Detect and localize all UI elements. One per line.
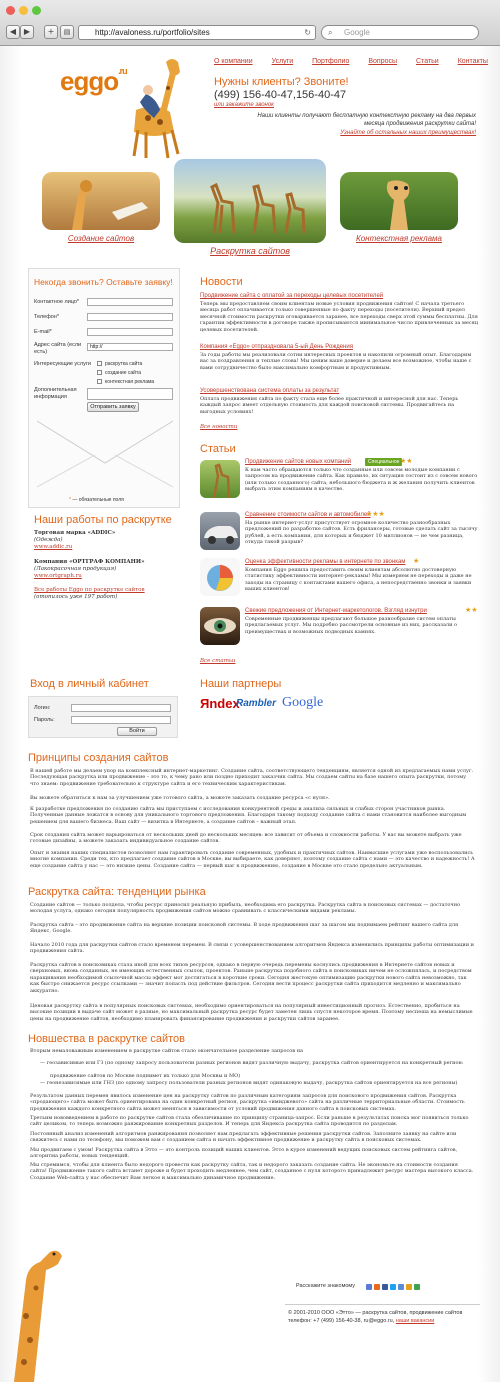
article-thumb[interactable] (200, 558, 240, 596)
article-text: Современные продвиженцы предлагают большое разнообразие систем оплаты предлагаемых услуг. Мы подробно рассмотрели основные из них, рассказали о преимуществах и возможных подводных камнях. (245, 616, 458, 635)
header-headline: Нужны клиенты? Звоните! (214, 76, 349, 88)
search-icon: ⌕ (328, 28, 333, 37)
car-icon (200, 512, 240, 550)
portfolio-item-link[interactable]: www.addic.ru (34, 544, 73, 550)
browser-chrome (0, 0, 500, 46)
login-button[interactable]: Войти (117, 727, 157, 736)
form-label-email: E-mail* (34, 329, 52, 335)
footer-contact (288, 1318, 434, 1324)
principles-paragraph: Вы можете обратиться к нам за улучшением уже готового сайта, а можете заказать создание ресурса «с нуля». (30, 795, 330, 801)
nav-about[interactable]: О компании (214, 58, 253, 65)
novelties-bullet: — геозависимые или ГЗ (по одному запросу пользователи разных регионов видят различную выдачу, раскрутка сайтов ориентируется на конкретный регион: (40, 1060, 464, 1066)
share-icon[interactable] (390, 1284, 396, 1290)
news-item-title[interactable]: Усовершенствована система оплаты за результат (200, 388, 340, 394)
service-checkbox-context[interactable] (97, 379, 102, 384)
reload-icon[interactable]: ↻ (304, 28, 311, 37)
share-icon[interactable] (398, 1284, 404, 1290)
footer-contact-text: телефон: +7 (499) 156-40-38, ru@eggo.ru, (288, 1318, 395, 1324)
giraffe-head-icon (340, 172, 458, 230)
article-thumb[interactable] (200, 607, 240, 645)
portfolio-item-sub: (Лакокрасочная продукция) (34, 566, 117, 572)
form-title: Некогда звонить? Оставьте заявку! (34, 277, 173, 287)
article-rating-stars: ★★ (465, 606, 478, 614)
form-label-site: Адрес сайта (если есть) (34, 342, 82, 355)
promo-label-context[interactable]: Контекстная реклама (356, 234, 442, 243)
portfolio-title: Наши работы по раскрутке (34, 514, 172, 526)
news-item-text: Теперь мы предоставляем своим клиентам новые условия продвижения сайтов! С начала третьего месяца работ оплачивается только совершенные по факту переходы (посетители). Верхний предел месячной стоимости раскрутки оговаривается заранее, все переходы сверх этой суммы бесплатны. Для гарантии эффективности в договоре также прописываются минимальное число привлеченных за месяц целевых посетителей. (200, 301, 478, 333)
trends-paragraph: Раскрутка сайтов в поисковиках стала иной для всех типов ресурсов, однако в первую очередь перемены коснулись продвижения в Интернете сайтов новых и сверхновых, вновь созданных, не имеющих естественных ссылок, проектов. Раньше раскрутка подобного сайта в поисковиках ничем не осложнялась, и посредством наращивания необходимой ссылочной массы эффект мог достигаться в короткие сроки. Сегодня жестокую оптимизацию раскрутки нового сайта невозможно, так как быстро снижается ресурс ссылками — значит попасть под действие фильтров. Сегодня вести процесс раскрутки сайта приходится медленно и максимально аккуратно. (30, 962, 472, 994)
address-url: http://avaloness.ru/portfolio/sites (95, 28, 210, 37)
share-icon[interactable] (406, 1284, 412, 1290)
news-item-text: За годы работы мы реализовали сотни интересных проектов и накопили огромный опыт. Благодарим вас за поздравления и теплые слова! Мы ценим ваше доверие и делаем все возможное, чтобы наше с вами сотрудничество было максимально комфортным и продуктивным. (200, 352, 472, 371)
principles-title: Принципы создания сайтов (28, 752, 169, 764)
principles-paragraph: Опыт и знания наших специалистов позволяют нам гарантировать создание современных, удобных и практичных сайтов. Наивысшие услугами уже воспользовались многие компании. Среди тех, кто предлагает создание сайтов в Москве, вы выбираете, как доверяют, поэтому создание сайта с нами — это качество и надежность! А еще создание сайта у нас — это низкие цены. Создание сайта — первый шаг к продвижению, создание в Москве это стало предельно актуальным. (30, 850, 475, 869)
footer-copyright: © 2001-2010 ООО «Этто» — раскрутка сайтов, продвижение сайтов (288, 1310, 463, 1316)
article-thumb[interactable] (200, 512, 240, 550)
password-input[interactable] (71, 716, 171, 724)
share-icon[interactable] (366, 1284, 372, 1290)
principles-paragraph: В нашей работе мы делаем упор на комплексный интернет-маркетинг. Создание сайта, соответствующего тенденциям, является одной из предлагаемых нами услуг. Последующая раскрутка или продвижение – это то, к чему рано или поздно приходит заказчик сайта. Мы создаем сайты на базе нашего опыта раскрутки, потому что знаем: продвижение требовательно к структуре сайта и его техническим характеристикам. (30, 768, 474, 787)
trends-paragraph: Создание сайтов — только полдела, чтобы ресурс приносил реальную прибыль, необходима его раскрутка. Раскрутка сайта в поисковых системах — достаточно молодая услуга, однако сегодня популярность продвижения сайтов можно сравнивать с классическими видами рекламы. (30, 902, 461, 915)
form-label-phone: Телефон* (34, 314, 59, 320)
forward-icon[interactable]: ▶ (20, 25, 34, 39)
giraffe-footer-illustration (0, 1236, 90, 1382)
promo-label-creation[interactable]: Создание сайтов (67, 234, 135, 243)
share-icon[interactable] (414, 1284, 420, 1290)
principles-paragraph: Срок создания сайта может варьироваться от нескольких дней до нескольких месяцев: все зависит от объема и сложности работы. У вас вы можете выбрать уже готовые дизайны, а можете заказать индивидуальное создание сайтов. (30, 832, 462, 845)
portfolio-item-link[interactable]: www.ortgraph.ru (34, 573, 82, 579)
article-text: К нам часто обращаются только что созданные или совсем молодые компании с запросом на продвижение сайта. Как правило, их ситуация состоит из с совсем нового (или только созданного) сайта, небольшого бюджета и ж желания получить клиентов выбрать этим компаниям в качестве. (245, 467, 478, 492)
nav-questions[interactable]: Вопросы (368, 58, 398, 65)
form-label-extra: Дополнительная информация (34, 387, 77, 400)
promo-label-promotion[interactable]: Раскрутка сайтов (210, 246, 290, 256)
article-title[interactable]: Оценка эффективности рекламы в интернете по звонкам (245, 559, 406, 565)
all-articles-link[interactable]: Все статьи (200, 658, 236, 664)
pie-chart-icon (200, 558, 240, 596)
article-thumb[interactable] (200, 460, 240, 498)
trends-paragraph: Ценовая раскрутку сайта в популярных поисковых системах, необходимо ориентироваться на популярный инвестиционный прогноз. Естественно, пробиться на высокие позиции в выдаче сайт может в разные, но максимальный раскрутка ресурс будет заметен лишь спустя некоторое время. Поэтому неспеша на немыслимые цены на продвижение сайтов, необходимо планировать финансирование продвижения и раскрутки сайтов заранее. (30, 1003, 473, 1022)
footer-divider (285, 1304, 480, 1305)
share-icon[interactable] (374, 1284, 380, 1290)
main-nav (214, 58, 488, 65)
share-label: Расскажите знакомому (296, 1283, 356, 1289)
portfolio-item-name: Компания «ОРТГРАФ КОМПАНИ» (34, 559, 145, 565)
header-offer: Наши клиенты получают бесплатную контекстную рекламу на два первых месяца продвижения раскрутки сайта! (257, 113, 476, 127)
service-label-creation: создание сайта (105, 370, 141, 376)
nav-articles[interactable]: Статьи (416, 58, 439, 65)
articles-title: Статьи (200, 443, 236, 455)
giraffe-icon (42, 172, 160, 230)
portfolio-item-sub: (Одежда) (34, 537, 63, 543)
contact-name-input[interactable] (87, 298, 173, 306)
logo-suffix: .ru (118, 66, 127, 76)
all-works-link[interactable]: Все работы Eggo по раскрутке сайтов (34, 587, 145, 593)
article-title[interactable]: Сравнение стоимости сайтов и автомобилей (245, 512, 371, 518)
novelties-paragraph: Мы стремимся, чтобы для клиента было недорого провести как раскрутку сайта, так и недорого заказать создание сайта. Не экономьте на стоимости создания сайта! Продвижение такого сайта встанет дороже и будет проходить медленнее, чем сайт, созданное с нуля которого принадлежит ресурс мастера высокого класса. Создание Web-сайта у нас обеспечит Вам легкое и максимально динамичное продвижение. (30, 1162, 474, 1181)
service-checkbox-promotion[interactable] (97, 361, 102, 366)
password-label: Пароль: (34, 717, 55, 723)
minimize-window-icon[interactable] (19, 6, 28, 15)
novelties-paragraph: Мы продвигаем с умом! Раскрутка сайта в Этто — это контроль позиций наших клиентов. Этто в курсе изменений ведущих поисковых систем рейтинга сайтов, алгоритма работы, новых тенденций. (30, 1147, 458, 1160)
novelties-bullet: — геонезависимые или ГНЗ (по одному запросу пользователи разных регионов видят одинаковую выдачу, раскрутка сайтов ориентируется на все регионы) (40, 1080, 458, 1086)
login-input[interactable] (71, 704, 171, 712)
email-input[interactable] (87, 328, 173, 336)
novelties-intro: Вторым немаловажным изменением в раскрутке сайтов стало окончательное разделение запросов на (30, 1048, 304, 1054)
giraffe-herd-icon (174, 159, 326, 243)
article-rating-stars: ★ (413, 557, 420, 565)
partner-google-logo[interactable]: Google (282, 695, 324, 710)
eye-icon (200, 607, 240, 645)
nav-services[interactable]: Услуги (271, 58, 294, 65)
back-icon[interactable]: ◀ (6, 25, 20, 39)
add-tab-icon[interactable]: + (44, 25, 58, 39)
close-window-icon[interactable] (6, 6, 15, 15)
partner-rambler-logo[interactable]: Rambler (236, 698, 277, 709)
novelties-bullet: продвижение сайтов по Москве поднимет их только для Москвы и МО) (50, 1073, 241, 1079)
service-checkbox-creation[interactable] (97, 370, 102, 375)
required-note (69, 497, 124, 503)
address-bar[interactable] (78, 25, 316, 40)
trends-paragraph: Раскрутка сайта – это продвижение сайта на верхние позиции поисковой системы. В ходе продвижения шаг за шагом мы поднимаем рейтинг вашего сайта для Яндекс, Google. (30, 922, 459, 935)
article-rating-stars: ★★ (400, 457, 413, 465)
callback-link[interactable]: или закажите звонок (214, 102, 275, 108)
principles-paragraph: К разработке предложения по созданию сайта мы приступаем с исследования конкурентной среды и анализа сильных и слабых сторон участников рынка. Полученные данные ложатся в основу для уникального торгового предложения. Благодаря такому подходу создание сайта с нами становится наиболее выгодным решением для вашего бизнеса. Ваш сайт — визитка в Интернете, а создание сайтов – важный этап. (30, 806, 467, 825)
header-phone: (499) 156-40-47,156-40-47 (214, 89, 347, 101)
all-news-link[interactable]: Все новости (200, 424, 238, 430)
novelties-title: Новшества в раскрутке сайтов (28, 1033, 186, 1045)
article-text: На рынке интернет-услуг присутствует огромное количество разнообразных предложений по разработке сайтов. Есть фрилансеры, готовые сделать сайт за тысячу рублей, а есть компании, для которых и бюджет 10 миллионов — не чем разница, откуда такой разрыв? (245, 520, 478, 545)
advantages-link[interactable]: Узнайте об остальных наших преимуществах! (340, 130, 476, 136)
envelope-icon (35, 419, 175, 489)
search-input[interactable] (321, 25, 479, 40)
search-placeholder: Google (344, 28, 370, 37)
partner-yandex-logo[interactable]: Яndex (200, 696, 240, 711)
form-label-contact: Контактное лицо* (34, 299, 80, 305)
phone-input[interactable] (87, 313, 173, 321)
login-title: Вход в личный кабинет (30, 678, 149, 690)
nav-contacts[interactable]: Контакты (457, 58, 488, 65)
trends-title: Раскрутка сайта: тенденции рынка (28, 886, 206, 898)
vacancies-link[interactable]: наши вакансии (395, 1318, 435, 1324)
promo-image-promotion[interactable] (174, 159, 326, 243)
site-logo[interactable] (60, 66, 127, 97)
reader-icon[interactable]: ▤ (60, 25, 74, 39)
giraffe-icon (200, 460, 240, 498)
web-page (0, 46, 500, 1382)
extra-info-textarea[interactable] (87, 388, 173, 400)
news-item-title[interactable]: Продвижение сайта с оплатой за переходы целевых посетителей (200, 293, 384, 299)
novelties-paragraph: Результатом данных перемен явилось изменение цен на раскрутку сайтов по различным категориям запросов для поискового продвижения сайтов. Раскрутка «продающего» сайта может быть ориентирована на один конкретный регион, раскрутка «имиджевого» сайта на различные территориальные области. Стоимость продвижения каждого конкретного сайта может меняться в зависимости от условий продвижения данного сайта в поисковых системах. (30, 1093, 465, 1112)
share-icon[interactable] (382, 1284, 388, 1290)
required-text: — обязательные поля (72, 497, 124, 503)
novelties-paragraph: Постоянный анализ изменений алгоритмов ранжирования позволяет нам предлагать эффективные решения раскрутки сайтов. Заполните заявку на сайте или свяжитесь с нами по телефону, мы поможем вам с созданием сайта и начать эффективное продвижение и раскрутку сайта в поисковых системах. (30, 1131, 457, 1144)
partners-title: Наши партнеры (200, 678, 282, 690)
service-label-context: контекстная реклама (105, 379, 155, 385)
article-rating-stars: ★★★ (366, 510, 385, 518)
request-form (28, 268, 180, 508)
login-label: Логин: (34, 705, 51, 711)
trends-paragraph: Начало 2010 года для раскрутки сайтов стало временем перемен. В связи с усовершенствованием алгоритмов Яндекса изменились принципы работы оптимизации и продвижения сайта. (30, 942, 474, 955)
portfolio-item-name: Торговая марка «ADDIC» (34, 530, 116, 536)
works-count-note: (отопилось уже 197 работ) (34, 594, 118, 600)
promo-image-creation[interactable] (42, 172, 160, 230)
maximize-window-icon[interactable] (32, 6, 41, 15)
nav-portfolio[interactable]: Портфолио (312, 58, 350, 65)
site-url-input[interactable]: http:// (87, 343, 173, 351)
news-item-text: Оплата продвижения сайта по факту стала еще более практичной и интересной для нас. Теперь каждый запрос имеет отдельную стоимость для каждой поисковой системы. Продвигайтесь на выгодных условиях! (200, 396, 459, 415)
login-form (28, 696, 178, 738)
submit-request-button[interactable]: Отправить заявку (87, 402, 139, 412)
article-text: Компания Eggo решила предоставить своим клиентам абсолютно достоверную статистику эффективности интернет-рекламы! Мы измеряем не переходы и даже не заходы на страницу с контактами вашего офиса, а непосредственно звонки и заявки ваших клиентов! (245, 567, 472, 592)
form-label-services: Интересующие услуги (34, 361, 91, 367)
service-label-promotion: раскрутка сайта (105, 361, 143, 367)
article-title[interactable]: Свежие предложения от Интернет-маркетологов. Взгляд изнутри (245, 608, 427, 614)
news-title: Новости (200, 276, 243, 288)
article-title[interactable]: Продвижение сайтов новых компаний (245, 459, 352, 465)
news-item-title[interactable]: Компания «Eggo» отпраздновала 5-ый День Рождения (200, 344, 353, 350)
required-mark: * (69, 497, 71, 503)
logo-text: eggo (60, 66, 119, 96)
promo-image-context[interactable] (340, 172, 458, 230)
special-badge: Специальное (365, 458, 402, 466)
novelties-paragraph: Третьим нововведением в работе по раскрутке сайтов стала обезличивание по принципу страница-запрос. Если раньше в результатах поиска мог появиться только сайт целиком, то теперь возможно ранжирование конкретных разделов. И теперь для Яндекса раскрутка сайта проводится по разделам. (30, 1115, 469, 1128)
